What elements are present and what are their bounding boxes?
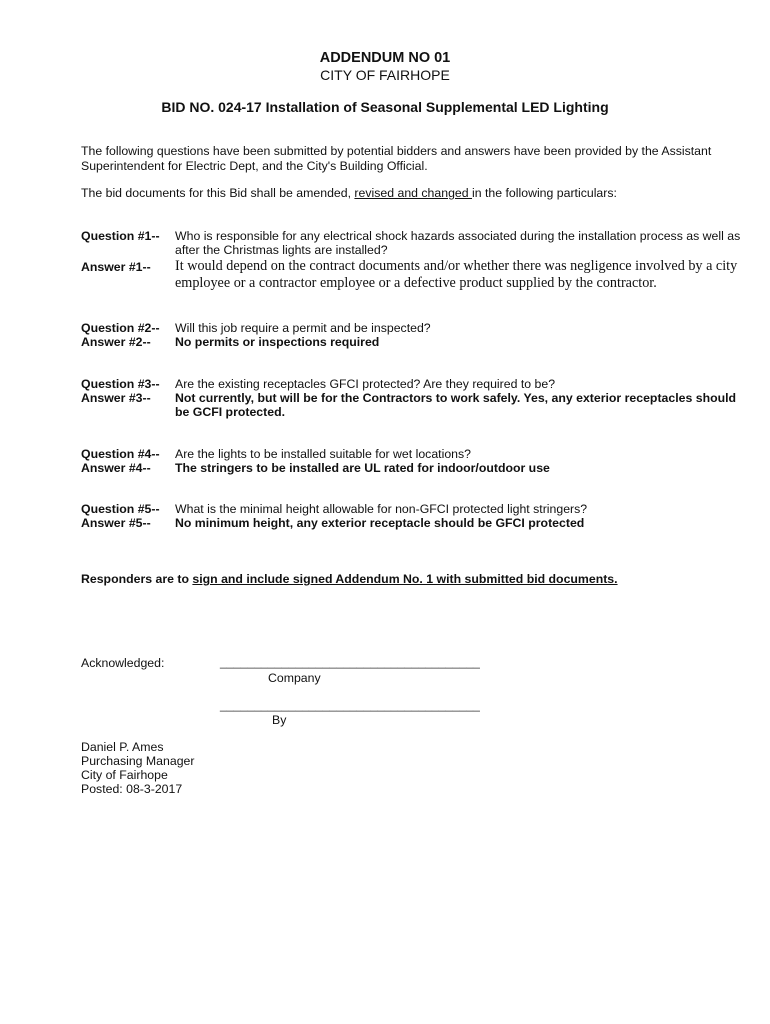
question-2 — [81, 321, 751, 335]
answer-4 — [81, 461, 751, 475]
signer-name: Daniel P. Ames — [81, 740, 164, 754]
question-text: Are the existing receptacles GFCI protected? Are they required to be? — [175, 377, 556, 391]
responders-instruction — [81, 572, 618, 586]
acknowledged-label: Acknowledged: — [81, 656, 165, 670]
addendum-title: ADDENDUM NO 01 — [319, 50, 451, 66]
answer-label: Answer #5-- — [81, 516, 151, 530]
answer-text: No minimum height, any exterior receptacle should be GFCI protected — [175, 516, 585, 530]
question-3 — [81, 377, 751, 391]
company-signature-line: ______________________________________ — [220, 655, 480, 669]
company-caption: Company — [268, 671, 321, 685]
question-text: Are the lights to be installed suitable for wet locations? — [175, 447, 471, 461]
answer-label: Answer #2-- — [81, 335, 151, 349]
amend-text-after: in the following particulars: — [472, 186, 617, 200]
answer-5 — [81, 516, 751, 530]
amend-paragraph — [81, 186, 741, 201]
signer-role: Purchasing Manager — [81, 754, 195, 768]
answer-text: The stringers to be installed are UL rated for indoor/outdoor use — [175, 461, 550, 475]
answer-text: Not currently, but will be for the Contractors to work safely. Yes, any exterior receptacles should be GCFI protected. — [175, 391, 737, 419]
signature-block — [81, 740, 194, 796]
intro-paragraph: The following questions have been submitted by potential bidders and answers have been provided by the Assistant Superintendent for Electric Dept, and the City's Building Official. — [81, 144, 712, 173]
amend-text-underlined: revised and changed — [354, 186, 473, 200]
answer-text: It would depend on the contract documents and/or whether there was negligence involved by a city employee or a contractor employee or a defective product supplied by the contractor. — [175, 258, 738, 291]
by-signature-line: ______________________________________ — [220, 698, 480, 712]
answer-text: No permits or inspections required — [175, 335, 380, 349]
answer-label: Answer #1-- — [81, 260, 151, 274]
answer-label: Answer #3-- — [81, 391, 151, 405]
responders-text-underlined: sign and include signed Addendum No. 1 with submitted bid documents. — [192, 572, 618, 586]
amend-text-before: The bid documents for this Bid shall be amended, — [81, 186, 355, 200]
question-label: Question #5-- — [81, 502, 160, 516]
signer-organization: City of Fairhope — [81, 768, 168, 782]
question-label: Question #3-- — [81, 377, 160, 391]
question-label: Question #2-- — [81, 321, 160, 335]
question-label: Question #1-- — [81, 229, 160, 243]
bid-title: BID NO. 024-17 Installation of Seasonal Supplemental LED Lighting — [161, 99, 609, 115]
question-4 — [81, 447, 751, 461]
question-5 — [81, 502, 751, 516]
answer-2 — [81, 335, 751, 349]
responders-text-before: Responders are to — [81, 572, 193, 586]
question-label: Question #4-- — [81, 447, 160, 461]
city-name: CITY OF FAIRHOPE — [320, 67, 450, 83]
question-text: Who is responsible for any electrical shock hazards associated during the installation process as well as after the Christmas lights are installed? — [175, 229, 741, 257]
answer-label: Answer #4-- — [81, 461, 151, 475]
answer-3 — [81, 391, 751, 419]
posted-date: Posted: 08-3-2017 — [81, 782, 183, 796]
question-1 — [81, 229, 751, 257]
answer-1 — [81, 258, 751, 291]
question-text: Will this job require a permit and be inspected? — [175, 321, 431, 335]
by-caption: By — [272, 713, 287, 727]
question-text: What is the minimal height allowable for non-GFCI protected light stringers? — [175, 502, 588, 516]
